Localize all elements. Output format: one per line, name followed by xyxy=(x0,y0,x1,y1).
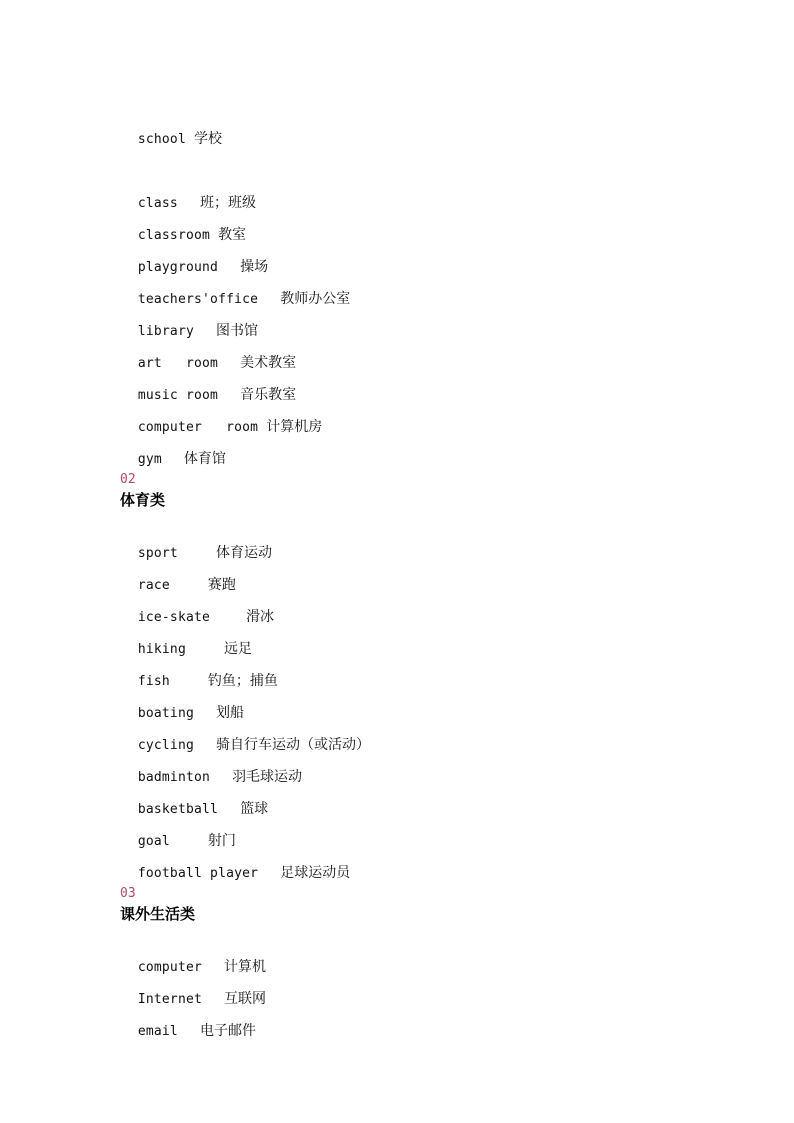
section-number: 03 xyxy=(120,886,136,901)
vocab-entry xyxy=(120,523,272,561)
english-word: class xyxy=(137,196,178,211)
vocab-entry xyxy=(120,269,351,307)
english-word: ice-skate xyxy=(137,610,211,625)
english-word: playground xyxy=(137,260,219,275)
english-word: email xyxy=(137,1024,178,1039)
vocab-entry xyxy=(120,937,267,975)
chinese-meaning: 体育馆 xyxy=(183,451,226,467)
english-word: art room xyxy=(137,356,219,371)
english-word: cycling xyxy=(137,738,194,753)
chinese-meaning: 射门 xyxy=(207,833,236,849)
english-word: sport xyxy=(137,546,178,561)
vocab-entry xyxy=(120,779,269,817)
vocab-entry xyxy=(120,747,303,785)
section-title: 体育类 xyxy=(120,491,166,509)
english-word: classroom xyxy=(137,228,211,243)
chinese-meaning: 体育运动 xyxy=(215,545,272,561)
vocab-entry xyxy=(120,555,236,593)
english-word: computer room xyxy=(137,420,259,435)
english-word: library xyxy=(137,324,194,339)
vocab-entry xyxy=(120,683,244,721)
vocab-entry xyxy=(120,397,323,435)
chinese-meaning: 学校 xyxy=(193,131,222,147)
vocab-entry xyxy=(120,651,278,689)
section-number: 02 xyxy=(120,472,136,487)
chinese-meaning: 计算机 xyxy=(224,959,267,975)
vocab-entry xyxy=(120,365,297,403)
english-word: basketball xyxy=(137,802,219,817)
chinese-meaning: 钓鱼；捕鱼 xyxy=(207,673,278,689)
vocab-entry xyxy=(120,843,351,881)
english-word: football player xyxy=(137,866,259,881)
chinese-meaning: 骑自行车运动（或活动） xyxy=(216,737,370,753)
chinese-meaning: 赛跑 xyxy=(207,577,236,593)
vocab-entry xyxy=(120,333,297,371)
english-word: hiking xyxy=(137,642,186,657)
chinese-meaning: 音乐教室 xyxy=(240,387,297,403)
english-word: teachers'office xyxy=(137,292,259,307)
vocab-entry xyxy=(120,173,256,211)
chinese-meaning: 教师办公室 xyxy=(280,291,351,307)
vocab-entry xyxy=(120,811,236,849)
chinese-meaning: 教室 xyxy=(218,227,247,243)
vocab-entry xyxy=(120,715,370,753)
chinese-meaning: 操场 xyxy=(240,259,269,275)
chinese-meaning: 远足 xyxy=(223,641,252,657)
vocab-entry xyxy=(120,969,267,1007)
vocab-entry xyxy=(120,237,269,275)
chinese-meaning: 电子邮件 xyxy=(199,1023,256,1039)
english-word: computer xyxy=(137,960,203,975)
english-word: Internet xyxy=(137,992,203,1007)
chinese-meaning: 美术教室 xyxy=(240,355,297,371)
vocab-entry xyxy=(120,1001,256,1039)
chinese-meaning: 互联网 xyxy=(224,991,267,1007)
english-word: fish xyxy=(137,674,170,689)
chinese-meaning: 划船 xyxy=(216,705,244,721)
english-word: gym xyxy=(137,452,162,467)
chinese-meaning: 羽毛球运动 xyxy=(232,769,303,785)
chinese-meaning: 计算机房 xyxy=(266,419,323,435)
english-word: music room xyxy=(137,388,219,403)
chinese-meaning: 篮球 xyxy=(240,801,269,817)
section-title: 课外生活类 xyxy=(120,905,196,923)
english-word: badminton xyxy=(137,770,211,785)
vocab-entry xyxy=(120,429,226,467)
chinese-meaning: 图书馆 xyxy=(216,323,258,339)
vocab-entry xyxy=(120,619,252,657)
english-word: boating xyxy=(137,706,194,721)
english-word: race xyxy=(137,578,170,593)
english-word: goal xyxy=(137,834,170,849)
chinese-meaning: 滑冰 xyxy=(246,609,275,625)
vocab-entry xyxy=(120,301,258,339)
chinese-meaning: 班；班级 xyxy=(199,195,256,211)
vocab-entry xyxy=(120,109,222,147)
vocab-entry xyxy=(120,205,247,243)
chinese-meaning: 足球运动员 xyxy=(280,865,351,881)
vocab-entry xyxy=(120,587,275,625)
english-word: school xyxy=(137,132,186,147)
